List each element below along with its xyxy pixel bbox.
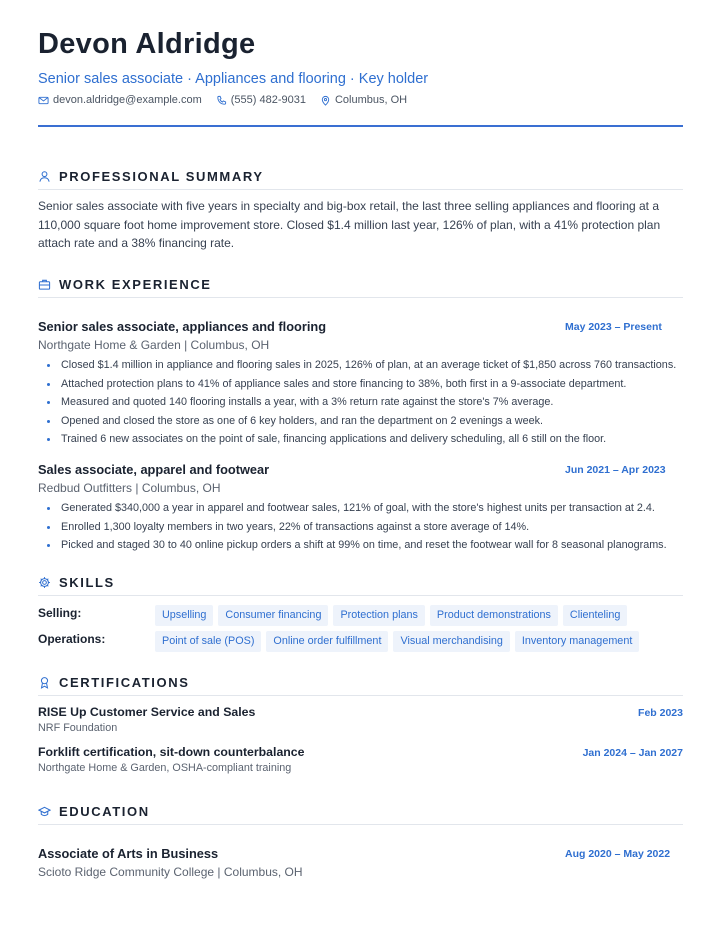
bullet-item: Trained 6 new associates on the point of sale, financing applications and delivery scheduling, all 6 still on the floor. — [38, 430, 683, 449]
certification-name: RISE Up Customer Service and Sales — [38, 705, 256, 719]
phone-text: (555) 482-9031 — [230, 94, 306, 106]
certification-entry — [38, 745, 683, 774]
education-section — [38, 802, 683, 825]
education-entry — [38, 846, 683, 879]
skill-chip: Consumer financing — [218, 605, 328, 626]
skill-chip: Clienteling — [563, 605, 627, 626]
contact-line — [38, 94, 421, 106]
job-title: Sales associate, apparel and footwear — [38, 462, 270, 477]
mail-icon — [38, 95, 49, 106]
bullet-item: Closed $1.4 million in appliance and flooring sales in 2025, 126% of plan, at an average ticket of $1,850 across 760 transactions. — [38, 356, 683, 375]
summary-section — [38, 167, 683, 253]
bullet-item: Attached protection plans to 41% of appliance sales and store financing to 38%, both first in a 9-associate department. — [38, 375, 683, 394]
contact-location — [320, 94, 407, 106]
job-dates: May 2023 – Present — [565, 321, 662, 333]
location-text: Columbus, OH — [334, 94, 408, 106]
certification-entry — [38, 705, 683, 734]
skill-chips — [155, 605, 632, 626]
bullet-item: Opened and closed the store as one of 6 key holders, and ran the department on 2 evenings a week. — [38, 412, 683, 431]
contact-phone[interactable] — [216, 94, 306, 106]
job-bullets — [38, 499, 683, 555]
headline: Senior sales associate · Appliances and flooring · Key holder — [38, 71, 429, 87]
contact-email[interactable] — [38, 94, 202, 106]
person-icon — [38, 170, 51, 183]
skill-chips — [155, 631, 644, 652]
job-entry — [38, 462, 683, 555]
skills-section — [38, 573, 683, 596]
email-text: devon.aldridge@example.com — [53, 94, 202, 106]
section-divider — [38, 595, 683, 596]
summary-text: Senior sales associate with five years in specialty and big-box retail, the last three selling appliances and flooring at a 110,000 square foot home improvement store. Closed $1.4 million last year, 126% of plan, with a 41% protection plan attach rate and a 38% financing rate. — [38, 199, 661, 250]
skill-category-label: Selling: — [38, 606, 82, 620]
job-title: Senior sales associate, appliances and flooring — [38, 319, 327, 334]
skill-chip: Product demonstrations — [430, 605, 558, 626]
gear-icon — [38, 576, 51, 589]
graduation-cap-icon — [38, 805, 51, 818]
job-employer: Redbud Outfitters | Columbus, OH — [38, 481, 221, 495]
header-divider — [38, 125, 683, 127]
skill-chip: Online order fulfillment — [266, 631, 388, 652]
certifications-section — [38, 673, 683, 696]
award-ribbon-icon — [38, 676, 51, 689]
bullet-item: Measured and quoted 140 flooring installs a year, with a 3% return rate against the store's 7% average. — [38, 393, 683, 412]
skill-row-selling — [38, 605, 632, 626]
location-pin-icon — [320, 95, 331, 106]
summary-heading: PROFESSIONAL SUMMARY — [59, 168, 264, 184]
education-dates: Aug 2020 – May 2022 — [565, 848, 671, 860]
phone-icon — [216, 95, 227, 106]
skill-chip: Visual merchandising — [393, 631, 509, 652]
skill-category-label: Operations: — [38, 632, 106, 646]
briefcase-icon — [38, 278, 51, 291]
job-employer: Northgate Home & Garden | Columbus, OH — [38, 338, 270, 352]
bullet-item: Picked and staged 30 to 40 online pickup orders a shift at 99% on time, and reset the footwear wall for 8 seasonal planograms. — [38, 536, 683, 555]
skill-chip: Protection plans — [333, 605, 424, 626]
candidate-name: Devon Aldridge — [38, 28, 256, 60]
experience-section — [38, 275, 683, 298]
job-dates: Jun 2021 – Apr 2023 — [565, 464, 666, 476]
certification-date: Jan 2024 – Jan 2027 — [582, 747, 683, 759]
experience-heading: WORK EXPERIENCE — [59, 276, 212, 292]
certification-name: Forklift certification, sit-down counterbalance — [38, 745, 305, 759]
degree-title: Associate of Arts in Business — [38, 846, 219, 861]
skills-heading: SKILLS — [59, 574, 115, 590]
section-divider — [38, 695, 683, 696]
section-divider — [38, 297, 683, 298]
certifications-heading: CERTIFICATIONS — [59, 674, 190, 690]
skill-chip: Upselling — [155, 605, 213, 626]
certification-date: Feb 2023 — [638, 707, 683, 719]
bullet-item: Enrolled 1,300 loyalty members in two years, 22% of transactions against a store average of 14%. — [38, 518, 683, 537]
job-entry — [38, 319, 683, 449]
certification-issuer: Northgate Home & Garden, OSHA-compliant training — [38, 762, 292, 774]
section-divider — [38, 189, 683, 190]
skill-chip: Inventory management — [515, 631, 639, 652]
job-bullets — [38, 356, 683, 449]
section-divider — [38, 824, 683, 825]
bullet-item: Generated $340,000 a year in apparel and footwear sales, 121% of goal, with the store's highest units per transaction at 2.4. — [38, 499, 683, 518]
skill-row-operations — [38, 631, 644, 652]
education-heading: EDUCATION — [59, 803, 150, 819]
skill-chip: Point of sale (POS) — [155, 631, 261, 652]
certification-issuer: NRF Foundation — [38, 722, 118, 734]
school-name: Scioto Ridge Community College | Columbus, OH — [38, 865, 303, 879]
